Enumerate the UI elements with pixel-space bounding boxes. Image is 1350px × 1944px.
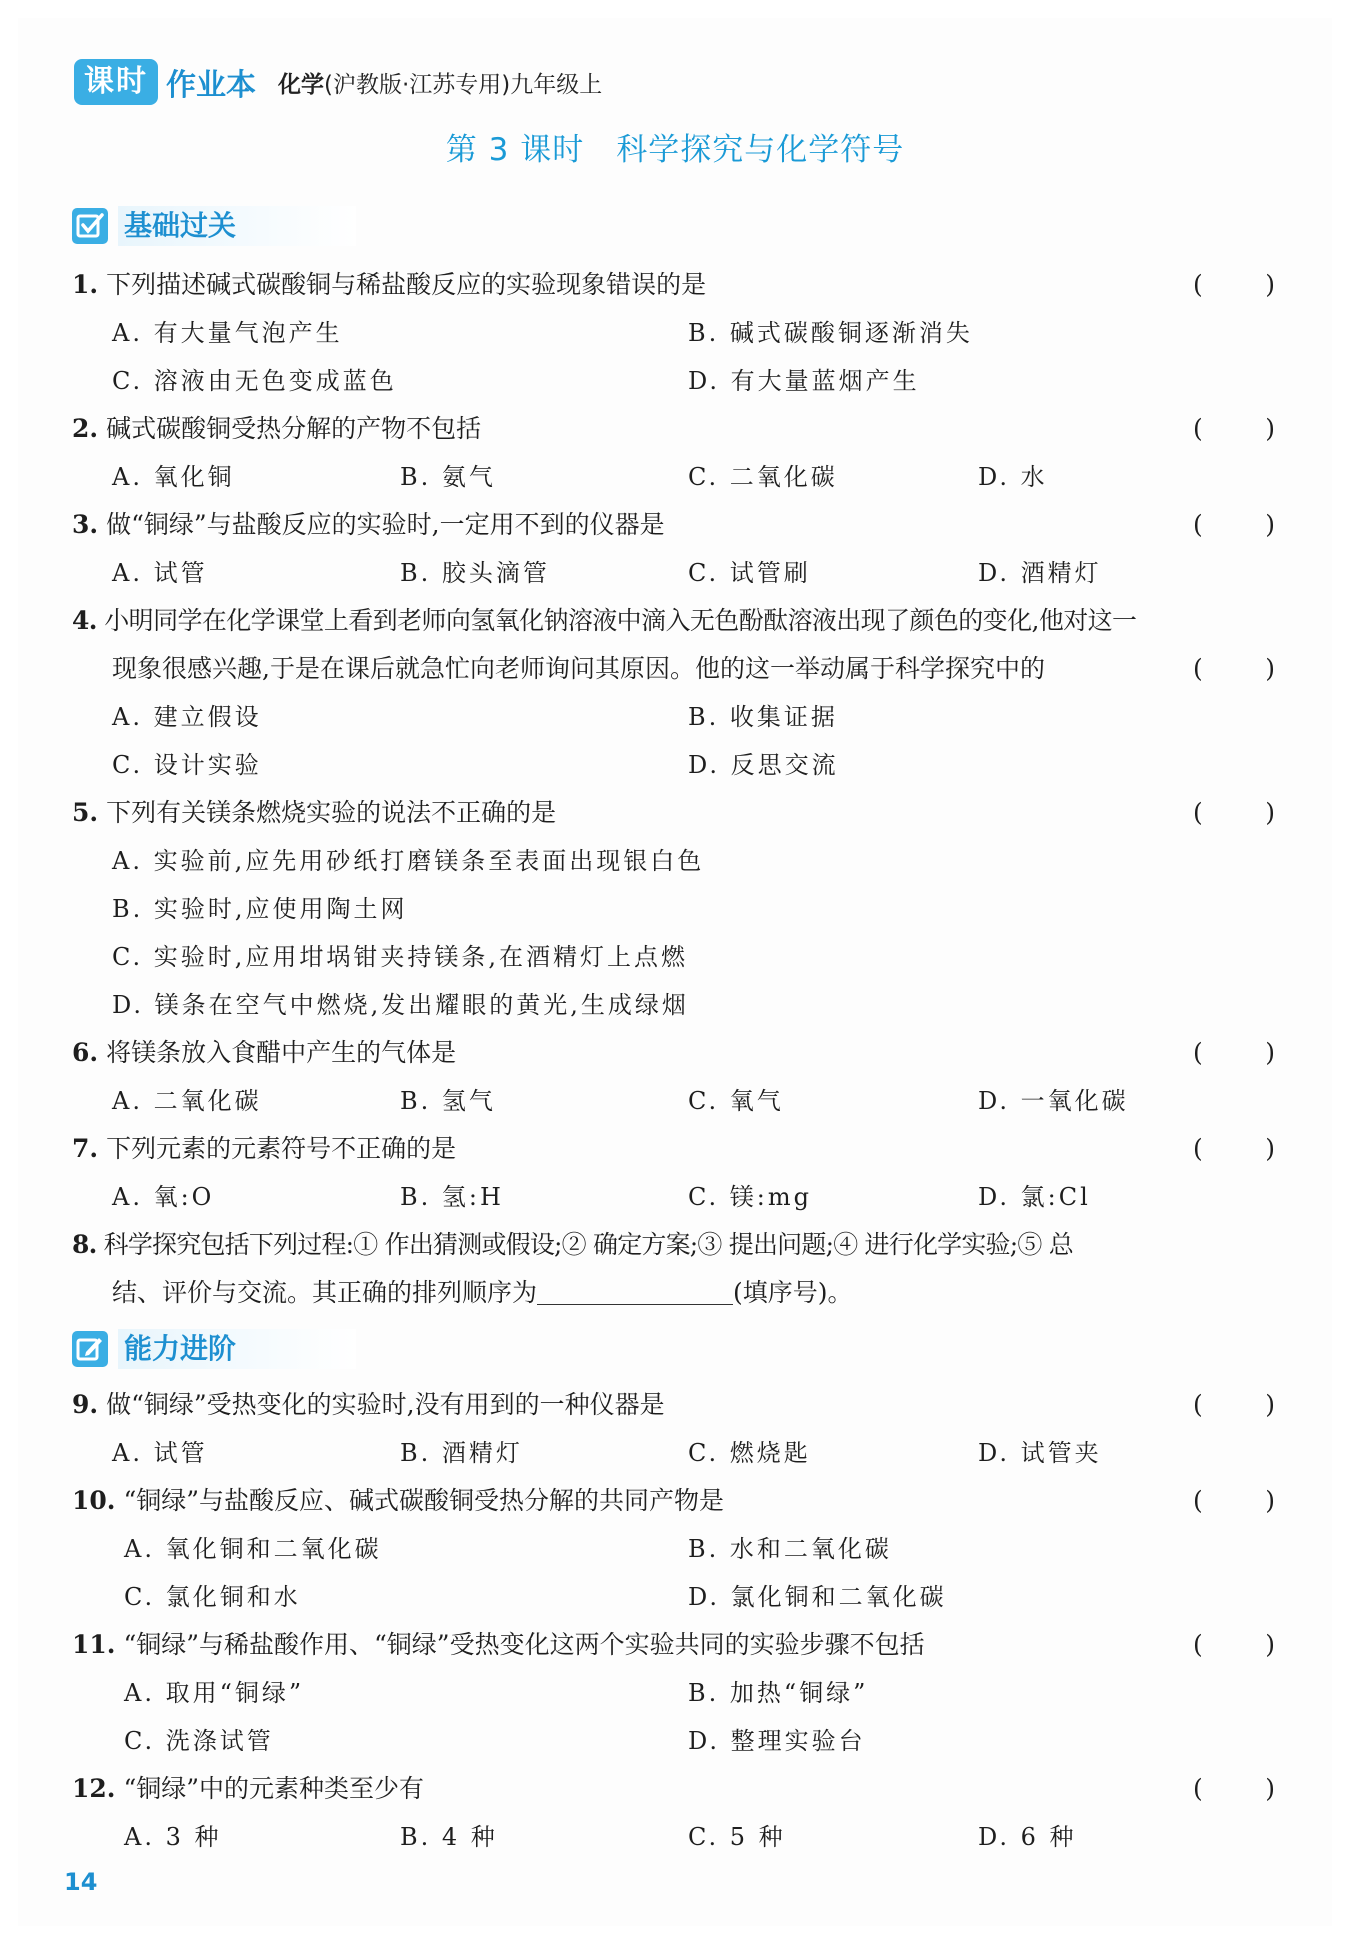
answer-paren[interactable]: ( ) xyxy=(1193,654,1275,683)
option-4A[interactable]: A. 建立假设 xyxy=(112,703,262,731)
option-2B[interactable]: B. 氨气 xyxy=(400,463,496,491)
question-7 xyxy=(72,1129,1275,1169)
option-5A[interactable]: A. 实验前,应先用砂纸打磨镁条至表面出现银白色 xyxy=(112,847,705,875)
question-text: 碱式碳酸铜受热分解的产物不包括 xyxy=(106,414,482,443)
answer-paren[interactable]: ( ) xyxy=(1193,1774,1275,1803)
option-10A[interactable]: A. 氧化铜和二氧化碳 xyxy=(124,1535,382,1563)
question-number: 9. xyxy=(72,1390,99,1419)
option-6C[interactable]: C. 氧气 xyxy=(688,1087,784,1115)
question-number: 8. xyxy=(72,1230,97,1259)
option-11D[interactable]: D. 整理实验台 xyxy=(688,1727,866,1755)
question-8-continued xyxy=(112,1273,1272,1313)
section-header-advanced xyxy=(72,1327,356,1371)
answer-paren[interactable]: ( ) xyxy=(1193,798,1275,827)
checkbox-icon xyxy=(72,208,108,244)
question-text: 做“铜绿”受热变化的实验时,没有用到的一种仪器是 xyxy=(106,1390,665,1419)
option-9A[interactable]: A. 试管 xyxy=(112,1439,208,1467)
question-text: 做“铜绿”与盐酸反应的实验时,一定用不到的仪器是 xyxy=(106,510,665,539)
option-3D[interactable]: D. 酒精灯 xyxy=(978,559,1102,587)
question-number: 5. xyxy=(72,798,99,827)
option-7A[interactable]: A. 氧:O xyxy=(112,1183,215,1211)
section-header-basic xyxy=(72,204,356,248)
option-1A[interactable]: A. 有大量气泡产生 xyxy=(112,319,343,347)
answer-blank[interactable] xyxy=(537,1278,733,1305)
option-5C[interactable]: C. 实验时,应用坩埚钳夹持镁条,在酒精灯上点燃 xyxy=(112,943,689,971)
question-number: 3. xyxy=(72,510,99,539)
logo-text: 作业本 xyxy=(166,68,256,103)
section-title-basic: 基础过关 xyxy=(118,206,356,246)
section-title-advanced: 能力进阶 xyxy=(118,1329,356,1369)
option-12C[interactable]: C. 5 种 xyxy=(688,1823,786,1851)
question-12 xyxy=(72,1769,1275,1809)
question-5 xyxy=(72,793,1275,833)
option-1D[interactable]: D. 有大量蓝烟产生 xyxy=(688,367,920,395)
option-9D[interactable]: D. 试管夹 xyxy=(978,1439,1102,1467)
answer-paren[interactable]: ( ) xyxy=(1193,1486,1275,1515)
option-11C[interactable]: C. 洗涤试管 xyxy=(124,1727,274,1755)
option-4D[interactable]: D. 反思交流 xyxy=(688,751,839,779)
option-6B[interactable]: B. 氢气 xyxy=(400,1087,496,1115)
subject-info xyxy=(278,66,602,99)
lesson-number: 第 3 课时 xyxy=(445,132,585,168)
option-6A[interactable]: A. 二氧化碳 xyxy=(112,1087,262,1115)
question-number: 7. xyxy=(72,1134,99,1163)
answer-paren[interactable]: ( ) xyxy=(1193,1134,1275,1163)
answer-paren[interactable]: ( ) xyxy=(1193,1630,1275,1659)
question-text: 下列有关镁条燃烧实验的说法不正确的是 xyxy=(106,798,557,827)
question-3 xyxy=(72,505,1275,545)
option-10C[interactable]: C. 氯化铜和水 xyxy=(124,1583,301,1611)
subject-name: 化学 xyxy=(278,71,324,98)
option-1C[interactable]: C. 溶液由无色变成蓝色 xyxy=(112,367,397,395)
logo-mark: 课时 xyxy=(74,59,158,105)
question-1 xyxy=(72,265,1275,305)
option-9B[interactable]: B. 酒精灯 xyxy=(400,1439,523,1467)
option-2A[interactable]: A. 氧化铜 xyxy=(112,463,235,491)
option-2D[interactable]: D. 水 xyxy=(978,463,1048,491)
answer-paren[interactable]: ( ) xyxy=(1193,1038,1275,1067)
question-text: “铜绿”中的元素种类至少有 xyxy=(123,1774,425,1803)
lesson-title xyxy=(0,124,1350,169)
option-5B[interactable]: B. 实验时,应使用陶土网 xyxy=(112,895,408,923)
question-text-suffix: (填序号)。 xyxy=(733,1278,853,1307)
question-text: “铜绿”与稀盐酸作用、“铜绿”受热变化这两个实验共同的实验步骤不包括 xyxy=(123,1630,925,1659)
question-text-continued: 现象很感兴趣,于是在课后就急忙向老师询问其原因。他的这一举动属于科学探究中的 xyxy=(112,654,1045,683)
question-number: 4. xyxy=(72,606,97,635)
option-7B[interactable]: B. 氢:H xyxy=(400,1183,504,1211)
answer-paren[interactable]: ( ) xyxy=(1193,414,1275,443)
question-text-continued: 结、评价与交流。其正确的排列顺序为 xyxy=(112,1278,538,1307)
question-text: 科学探究包括下列过程:① 作出猜测或假设;② 确定方案;③ 提出问题;④ 进行化学实验;⑤ 总 xyxy=(103,1230,1073,1259)
page-number: 14 xyxy=(64,1868,98,1896)
option-12D[interactable]: D. 6 种 xyxy=(978,1823,1077,1851)
option-3C[interactable]: C. 试管刷 xyxy=(688,559,811,587)
question-text: 将镁条放入食醋中产生的气体是 xyxy=(106,1038,457,1067)
question-number: 1. xyxy=(72,270,99,299)
option-10B[interactable]: B. 水和二氧化碳 xyxy=(688,1535,892,1563)
answer-paren[interactable]: ( ) xyxy=(1193,270,1275,299)
option-3A[interactable]: A. 试管 xyxy=(112,559,208,587)
answer-paren[interactable]: ( ) xyxy=(1193,510,1275,539)
option-2C[interactable]: C. 二氧化碳 xyxy=(688,463,838,491)
question-text: 小明同学在化学课堂上看到老师向氢氧化钠溶液中滴入无色酚酞溶液出现了颜色的变化,他对这一 xyxy=(104,606,1137,635)
subject-edition: (沪教版·江苏专用)九年级上 xyxy=(324,71,603,98)
answer-paren[interactable]: ( ) xyxy=(1193,1390,1275,1419)
option-6D[interactable]: D. 一氧化碳 xyxy=(978,1087,1129,1115)
book-header xyxy=(74,56,602,108)
question-2 xyxy=(72,409,1275,449)
option-5D[interactable]: D. 镁条在空气中燃烧,发出耀眼的黄光,生成绿烟 xyxy=(112,991,689,1019)
option-7D[interactable]: D. 氯:Cl xyxy=(978,1183,1091,1211)
question-text: 下列元素的元素符号不正确的是 xyxy=(106,1134,457,1163)
question-number: 2. xyxy=(72,414,99,443)
option-1B[interactable]: B. 碱式碳酸铜逐渐消失 xyxy=(688,319,973,347)
option-10D[interactable]: D. 氯化铜和二氧化碳 xyxy=(688,1583,947,1611)
option-11B[interactable]: B. 加热“铜绿” xyxy=(688,1679,869,1707)
question-number: 6. xyxy=(72,1038,99,1067)
option-12B[interactable]: B. 4 种 xyxy=(400,1823,498,1851)
question-10 xyxy=(72,1481,1275,1521)
option-7C[interactable]: C. 镁:mg xyxy=(688,1183,812,1211)
option-9C[interactable]: C. 燃烧匙 xyxy=(688,1439,811,1467)
option-11A[interactable]: A. 取用“铜绿” xyxy=(124,1679,305,1707)
question-9 xyxy=(72,1385,1275,1425)
option-12A[interactable]: A. 3 种 xyxy=(124,1823,222,1851)
question-text: “铜绿”与盐酸反应、碱式碳酸铜受热分解的共同产物是 xyxy=(123,1486,725,1515)
question-number: 11. xyxy=(72,1630,116,1659)
question-6 xyxy=(72,1033,1275,1073)
question-11 xyxy=(72,1625,1275,1665)
question-4-continued xyxy=(112,649,1275,689)
question-8 xyxy=(72,1225,1272,1265)
option-4C[interactable]: C. 设计实验 xyxy=(112,751,262,779)
option-4B[interactable]: B. 收集证据 xyxy=(688,703,838,731)
option-3B[interactable]: B. 胶头滴管 xyxy=(400,559,550,587)
edit-icon xyxy=(72,1331,108,1367)
question-number: 10. xyxy=(72,1486,116,1515)
lesson-topic: 科学探究与化学符号 xyxy=(616,132,905,168)
question-text: 下列描述碱式碳酸铜与稀盐酸反应的实验现象错误的是 xyxy=(106,270,707,299)
question-number: 12. xyxy=(72,1774,116,1803)
question-4 xyxy=(72,601,1272,641)
